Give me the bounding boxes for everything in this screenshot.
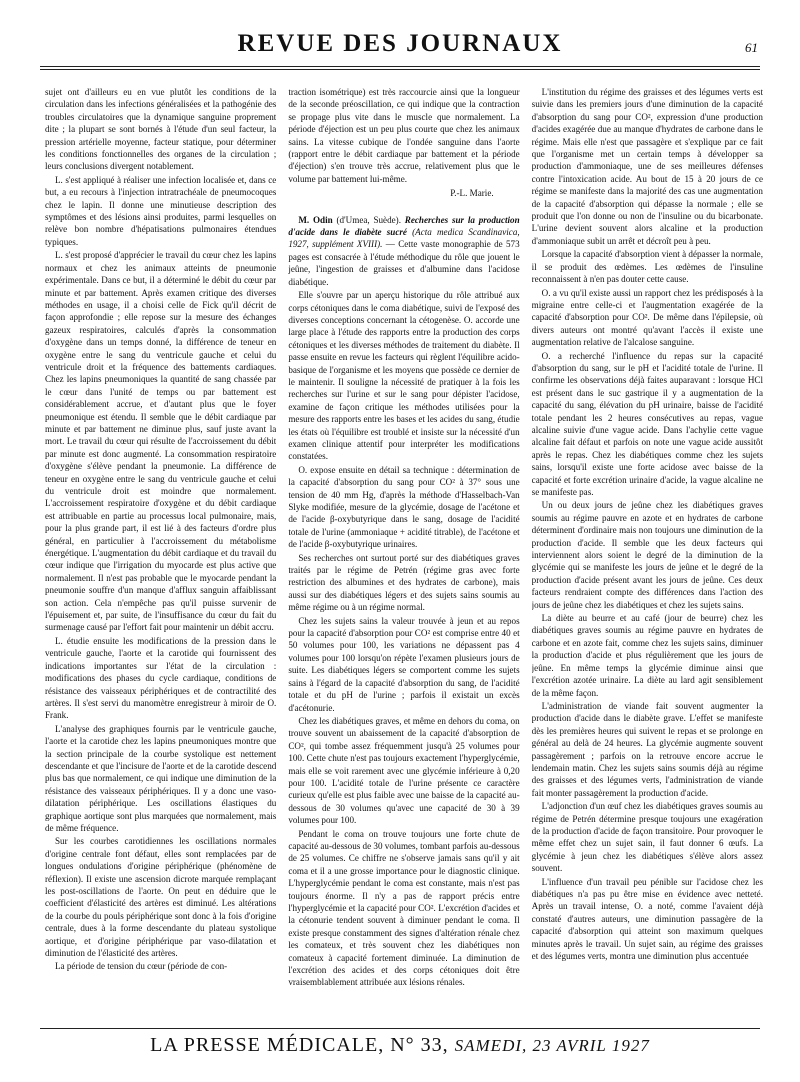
page-footer bbox=[40, 1028, 760, 1064]
column-1 bbox=[45, 86, 276, 1036]
paragraph-text: — Cette vaste monographie de 573 pages est consacrée à l'étude méthodique du rôle que jouent le jeûne, l'ingestion de graisses et d'albumine dans l'acidose diabétique. bbox=[288, 239, 520, 287]
publication-name: LA PRESSE MÉDICALE, N° 33, bbox=[150, 1034, 449, 1056]
paragraph: traction isométrique) est très raccourcie ainsi que la longueur de la seconde préoscillation, ce qui indique que la contraction se propage plus vite dans le muscle que normalement. La période d'éjection est un peu plus courte que chez les animaux sains. La vitesse cubique de l'ondée sanguine dans l'aorte (rapport entre le débit cardiaque par battement et la période d'éjection) s'en trouve très accrue, relativement plus que le volume par battement lui-même. bbox=[288, 87, 520, 184]
paragraph: sujet ont d'ailleurs eu en vue plutôt les conditions de la circulation dans les infections généralisées et la pathogénie des troubles circulatoires que la dynamique sanguine proprement dite ; la plupart se sont bornés à l'étude d'un seul facteur, la pression artérielle moyenne, facteur statique, pour déterminer les conditions fonctionnelles des organes de la circulation ; leurs conclusions divergent notablement. bbox=[45, 87, 277, 172]
paragraph: L'influence d'un travail peu pénible sur l'acidose chez les diabétiques n'a pas pu être mise en évidence avec netteté. Après un travail intense, O. a noté, comme l'avaient déjà constaté d'autres auteurs, une diminution passagère de la capacité d'absorption qui atteint son maximum quelques minutes après le travail. Un sujet sain, au régime des graisses et des légumes verts, montra une diminution plus accentuée bbox=[531, 876, 763, 962]
paragraph: La diète au beurre et au café (jour de beurre) chez les diabétiques graves soumis au régime pauvre en hydrates de carbone et en azote fait, comme chez les sujets sains, diminuer la production d'acide et plus régulièrement que les jours de jeûne. En même temps la glycémie diminue ainsi que l'excrétion azotée urinaire. La diète au lard agit sensiblement de la même façon. bbox=[531, 613, 763, 698]
paragraph: L. étudie ensuite les modifications de la pression dans le ventricule gauche, l'aorte et la carotide qui fournissent des indications importantes sur l'état de la circulation : modifications des phases du cycle cardiaque, conditions de résistance des vaisseaux périphériques et de contractilité des artères. Il s'est servi du manomètre enregistreur à miroir de O. Frank. bbox=[45, 635, 277, 721]
header-rule bbox=[40, 66, 760, 67]
footer-text bbox=[40, 1034, 760, 1057]
reviewer-signature: P.-L. Marie. bbox=[450, 188, 494, 199]
paragraph: O. expose ensuite en détail sa technique : détermination de la capacité d'absorption du sang pour CO² à 37° sous une tension de 40 mm Hg, d'après la méthode d'Hasselbach-Van Slyke modifiée, mesure de la glycémie, dosage de l'acétone et de l'acide β-oxybutyrique dans le sang, dosage de l'acidité totale de l'urine (ammoniaque + acidité titrable), de l'acétone et de l'acide β-oxybutyrique urinaires. bbox=[288, 464, 520, 550]
paragraph: Chez les sujets sains la valeur trouvée à jeun et au repos pour la capacité d'absorption pour CO² est comprise entre 40 et 50 volumes pour 100, les variations ne dépassent pas 4 volumes pour 100 lorsqu'on répète l'examen plusieurs jours de suite. Les diabétiques légers se comportent comme les sujets sains à l'égard de la capacité d'absorption du sang, de l'acidité totale et du pH de l'urine ; parfois il existait un excès d'acétonurie. bbox=[288, 615, 520, 713]
paragraph: O. a vu qu'il existe aussi un rapport chez les prédisposés à la migraine entre celle-ci et l'augmentation exagérée de la capacité d'absorption pour CO². De même dans l'épilepsie, où divers auteurs ont montré qu'avant l'accès il existe une augmentation relative de l'alcalose sanguine. bbox=[531, 287, 763, 348]
header-rule-double bbox=[40, 69, 760, 70]
paragraph: La période de tension du cœur (période de con- bbox=[55, 961, 228, 972]
page-header bbox=[40, 30, 760, 76]
paragraph: L. s'est proposé d'apprécier le travail du cœur chez les lapins normaux et chez les animaux atteints de pneumonie expérimentale. Dans ce but, il a déterminé le débit du cœur par minute et par battement. Après examen critique des diverses méthodes en usage, il a choisi celle de Fick qu'il décrit de façon approfondie ; elle repose sur la mesure des échanges gazeux respiratoires, calculés d'après la consommation d'oxygène dans un temps donné, la différence de teneur en oxygène entre le sang du ventricule gauche et celui du ventricule droit et la fréquence des battements cardiaques. Chez les lapins pneumoniques la quantité de sang chassée par le cœur dans l'unité de temps ou par battement est considérablement accrue, et d'autant plus que le foyer pneumonique est étendu. Il semble que le débit cardiaque par minute et par battement ne diminue plus, sauf juste avant la mort. Le travail du cœur qui résulte de l'accroissement du débit par minute est donc augmenté. La consommation respiratoire d'oxygène s'élève pendant la pneumonie. La différence de teneur en oxygène entre le sang du ventricule gauche et celui du ventricule droit est moindre que normalement. L'accroissement respiratoire d'oxygène et du débit cardiaque est attribuable en partie au processus local pulmonaire, mais, pour la plus grande part, il est lié à des facteurs d'ordre plus général, en particulier à l'accroissement du métabolisme énergétique. L'augmentation du débit cardiaque et du travail du cœur indique que l'irrigation du myocarde est plus active que normalement. Il n'est pas probable que le myocarde pendant la pneumonie souffre d'un manque d'afflux sanguin affaiblissant son action. Cela n'empêche pas qu'il puisse survenir de l'épuisement et, par suite, de l'insuffisance du cœur du fait du surmenage causé par l'effort fait pour maintenir un débit accru. bbox=[45, 250, 277, 633]
paragraph: L. s'est appliqué à réaliser une infection localisée et, dans ce but, a eu recours à l'injection intratrachéale de pneumocoques chez le lapin. Il donne une minutieuse description des symptômes et des lésions ainsi produites, parmi lesquelles on relève bon nombre d'hépatisations pulmonaires étendues typiques. bbox=[45, 174, 277, 247]
review-heading-paragraph bbox=[288, 214, 519, 288]
page-number: 61 bbox=[745, 40, 758, 55]
paragraph: Pendant le coma on trouve toujours une forte chute de capacité au-dessous de 30 volumes, tombant parfois au-dessous de 25 volumes. Ce chiffre ne s'observe jamais sans qu'il y ait coma et il a une grosse importance pour le diagnostic clinique. L'hyperglycémie pendant le coma est constante, mais n'est pas toujours énorme. Il n'y a pas de rapport précis entre l'hyperglycémie et la capacité pour CO². L'excrétion d'acides et la cétonurie tendent souvent à diminuer pendant le coma. Il existe presque constamment des signes d'altération rénale chez les comateux, et très souvent chez les diabétiques non comateux à capacité fortement diminuée. La diminution de l'excrétion des acides et des corps cétoniques doit être vraisemblablement attribuée aux lésions rénales. bbox=[288, 828, 520, 988]
column-3 bbox=[532, 86, 763, 1036]
footer-rule bbox=[40, 1028, 760, 1029]
paragraph: Chez les diabétiques graves, et même en dehors du coma, on trouve souvent un abaissement de la capacité d'absorption de CO², qui tombe assez fréquemment jusqu'à 25 volumes pour 100. Cette chute n'est pas toujours exactement l'hyperglycémie, mais elle se voit rarement avec une glycémie inférieure à 0,20 pour 100. L'acidité totale de l'urine présente ce caractère curieux qu'elle est plus faible avec une baisse de la capacité au-dessous de 30 volumes qu'avec une capacité de 30 à 39 volumes pour 100. bbox=[288, 715, 520, 826]
article-columns bbox=[45, 86, 763, 1036]
column-2 bbox=[288, 86, 519, 1036]
journal-citation: (Acta medica Scandinavica, 1927, supplément XVIII). bbox=[288, 227, 520, 250]
publication-date: SAMEDI, 23 AVRIL 1927 bbox=[454, 1036, 650, 1055]
article-title: Recherches sur la production d'acide dans le diabète sucré bbox=[288, 214, 520, 238]
paragraph: Elle s'ouvre par un aperçu historique du rôle attribué aux corps cétoniques dans le coma diabétique, suivi de l'exposé des diverses conceptions concernant la cétogenèse. O. accorde une large place à l'étude des rapports entre la production des corps cétoniques et les diverses méthodes de traitement du diabète. Il passe ensuite en revue les facteurs qui règlent l'équilibre acido-basique de l'organisme et les moyens que possède ce dernier de le maintenir. Il souligne la nécessité de pratiquer à la fois les recherches sur l'urine et sur le sang pour dépister l'acidose, examine de façon critique les méthodes utilisées pour la mesure des rapports entre les bases et les acides du sang, étudie les états où l'équilibre est troublé et insiste sur la nécessité d'un examen clinique attentif pour interpréter les modifications constatées. bbox=[288, 290, 520, 462]
paragraph: L'administration de viande fait souvent augmenter la production d'acide dans le diabète grave. L'effet se manifeste dès les premières heures qui suivent le repas et se prolonge en général au delà de 24 heures. La glycémie augmente souvent passagèrement ; parfois on la retrouve encore accrue le lendemain matin. Chez les sujets sains soumis déjà au régime des graisses et des légumes verts, l'administration de viande fait monter passagèrement la production d'acide. bbox=[531, 700, 763, 798]
paragraph: O. a recherché l'influence du repas sur la capacité d'absorption du sang, sur le pH et l'acidité totale de l'urine. Il confirme les observations déjà faites auparavant : lorsque HCl est présent dans le suc gastrique il y a augmentation de la capacité du sang, élévation du pH urinaire, baisse de l'acidité totale pendant les 2 heures consécutives au repas, vague alcaline suivie d'une vague acide. Dans l'achylie cette vague alcaline fait défaut et parfois on note une vague acide aussitôt après le repas. Chez les diabétiques comme chez les sujets sains, lorsqu'il existe une forte acidose avec baisse de la capacité et forte excrétion urinaire d'acide, la vague alcaline ne se manifeste pas. bbox=[531, 350, 763, 497]
review-author: M. Odin bbox=[298, 214, 333, 225]
author-place: (d'Umea, Suède). bbox=[332, 214, 405, 225]
paragraph: Un ou deux jours de jeûne chez les diabétiques graves soumis au régime pauvre en azote et en hydrates de carbone déterminent d'ordinaire mais non toujours une diminution de la production d'acide. Il semble que les deux facteurs qui interviennent alors soient le degré de la diminution de la glycémie qui se manifeste les jours de jeûne et le degré de la production d'acide présent avant les jours de jeûne. Ces deux facteurs rendraient compte des différences dans l'action des jours de jeûne chez les diabétiques et chez les sujets sains. bbox=[531, 500, 763, 610]
paragraph: L'adjonction d'un œuf chez les diabétiques graves soumis au régime de Petrén détermine presque toujours une exagération de la production d'acide de façon transitoire. Pour provoquer le même effet chez un sujet sain, il faut donner 6 œufs. La glycémie à jeun chez les diabétiques s'élève alors assez souvent. bbox=[531, 801, 763, 874]
paragraph: Ses recherches ont surtout porté sur des diabétiques graves traités par le régime de Petrén (régime gras avec forte restriction des albumines et des hydrates de carbone), mais aussi sur des diabétiques légers et des sujets sains soumis au même régime ou à un régime normal. bbox=[288, 552, 520, 613]
paragraph: Sur les courbes carotidiennes les oscillations normales d'origine centrale font défaut, elles sont remplacées par de longues ondulations d'origine périphérique (phénomène de réflexion). Il existe une ascension dicrote marquée remplaçant les post-oscillations de l'aorte. On peut en déduire que le coefficient d'élasticité des artères est diminué. Les altérations de la courbe du pouls périphérique sont donc à la fois d'origine centrale, dues à la forme descendante du plateau systolique aortique, et d'origine périphérique par vaso-dilatation et diminution de l'élasticité des artères. bbox=[45, 836, 277, 959]
paragraph: L'institution du régime des graisses et des légumes verts est suivie dans les premiers jours d'une diminution de la capacité d'absorption du sang pour CO², expression d'une production d'acides exagérée due au manque d'hydrates de carbone dans le régime. Mais elle n'est que passagère et s'explique par ce fait que l'organisme met un certain temps à développer sa production d'ammoniaque, une de ses meilleures défenses contre l'intoxication acide. Au bout de 15 à 20 jours de ce régime se manifeste dans la majorité des cas une augmentation de la capacité d'absorption qui dépasse la normale ; elle se produit que l'on donne ou non de l'insuline ou du bicarbonate. L'urine devient souvent alors alcaline et la production d'ammoniaque subit un arrêt et décroît peu à peu. bbox=[531, 87, 763, 246]
paragraph: Lorsque la capacité d'absorption vient à dépasser la normale, il se produit des œdèmes. Les œdèmes de l'insuline reconnaissent à n'en pas douter cette cause. bbox=[531, 249, 763, 285]
paragraph: L'analyse des graphiques fournis par le ventricule gauche, l'aorte et la carotide chez les lapins pneumoniques montre que la section principale de la courbe systolique est nettement descendante et que l'incisure de l'aorte et de la carotide descend plus bas que normalement, ce qui indique une diminution de la résistance des vaisseaux périphériques. Il y a donc une vaso-dilatation périphérique. Les oscillations élastiques du graphique aortique sont plus marquées que normalement, mais de même fréquence. bbox=[45, 723, 277, 833]
running-title: REVUE DES JOURNAUX bbox=[237, 30, 563, 57]
